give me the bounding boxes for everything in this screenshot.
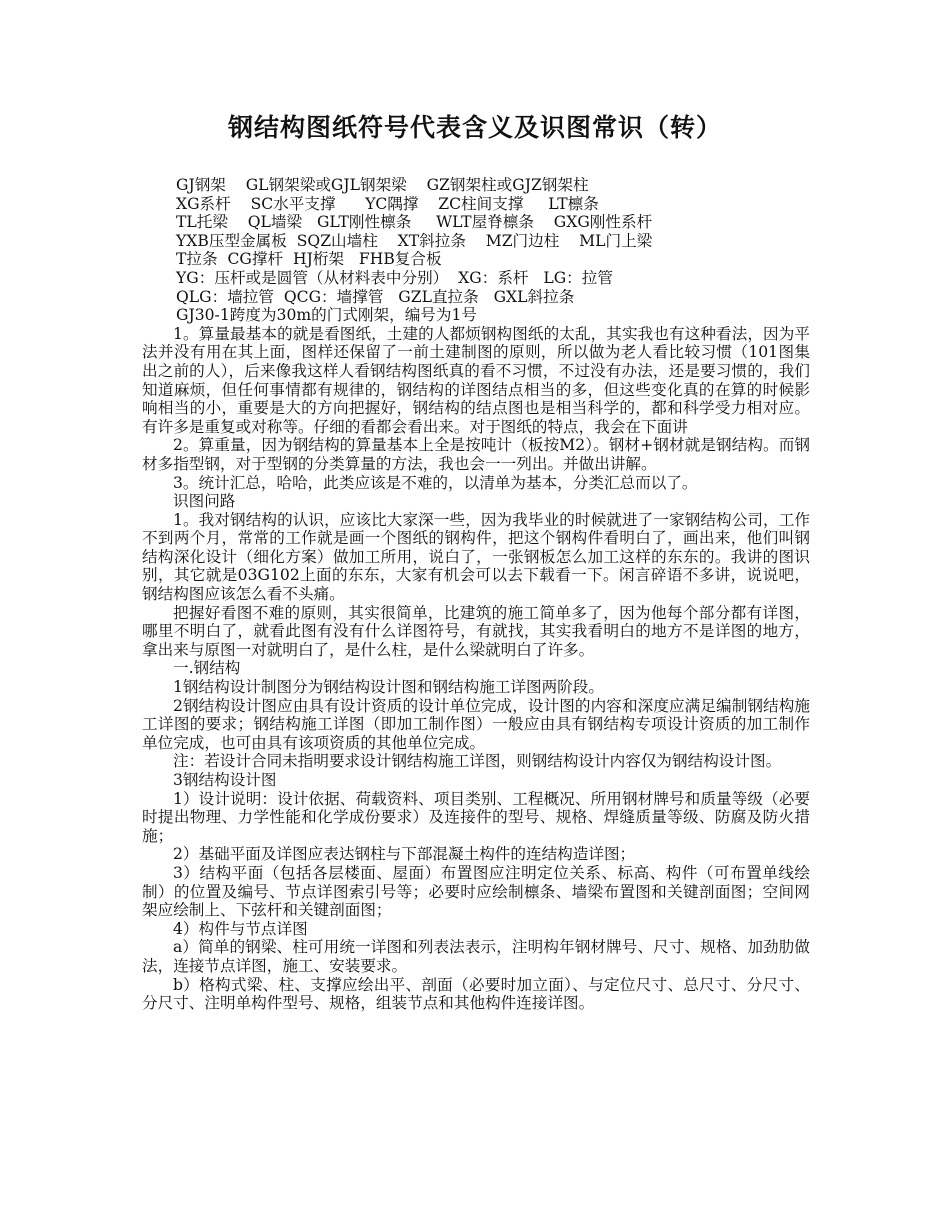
section-heading: 3钢结构设计图 xyxy=(173,771,277,789)
symbol-line: QLG：墙拉管 QCG：墙撑管 GZL直拉条 GXL斜拉条 xyxy=(176,287,575,306)
paragraph: 注：若设计合同未指明要求设计钢结构施工详图，则钢结构设计内容仅为钢结构设计图。 xyxy=(173,752,782,771)
paragraph: 4）构件与节点详图 xyxy=(173,919,308,938)
symbol-line: YXB压型金属板 SQZ山墙柱 XT斜拉条 MZ门边柱 ML门上梁 xyxy=(176,231,653,250)
paragraph: 1。算量最基本的就是看图纸，土建的人都烦钢构图纸的太乱，其实我也有这种看法，因为平法并没有用在其上面，图样还保留了一前土建制图的原则，所以做为老人看比较习惯（101图集出之前的人），后来像我这样人看钢结构图纸真的看不习惯，不过没有办法，还是要习惯的，我们知道麻烦，但任何事情都有规律的，钢结构的详图结点相当的多，但这些变化真的在算的时候影响相当的小，重要是大的方向把握好，钢结构的结点图也是相当科学的，都和科学受力相对应。有许多是重复或对称等。仔细的看都会看出来。对于图纸的特点，我会在下面讲 xyxy=(142,324,810,436)
symbol-line: TL托梁 QL墙梁 GLT刚性檩条 WLT屋脊檩条 GXG刚性系杆 xyxy=(176,213,653,232)
paragraph: a）简单的钢梁、柱可用统一详图和列表法表示，注明构年钢材牌号、尺寸、规格、加劲肋做法，连接节点详图，施工、安装要求。 xyxy=(142,938,810,975)
paragraph: 把握好看图不难的原则，其实很简单，比建筑的施工简单多了，因为他每个部分都有详图，哪里不明白了，就看此图有没有什么详图符号，有就找，其实我看明白的地方不是详图的地方，拿出来与原图一对就明白了，是什么柱，是什么梁就明白了许多。 xyxy=(142,603,810,659)
paragraph: 3）结构平面（包括各层楼面、屋面）布置图应注明定位关系、标高、构件（可布置单线绘制）的位置及编号、节点详图索引号等；必要时应绘制檩条、墙梁布置图和关键剖面图；空间网架应绘制上、下弦杆和关键剖面图； xyxy=(142,863,810,920)
symbol-line: T拉条 CG撑杆 HJ桁架 FHB复合板 xyxy=(176,250,442,269)
paragraph: 1钢结构设计制图分为钢结构设计图和钢结构施工详图两阶段。 xyxy=(173,678,604,697)
document-body xyxy=(142,176,810,1013)
symbol-line: XG系杆 SC水平支撑 YC隅撑 ZC柱间支撑 LT檩条 xyxy=(176,194,599,213)
paragraph: b）格构式梁、柱、支撑应绘出平、剖面（必要时加立面）、与定位尺寸、总尺寸、分尺寸、分尺寸、注明单构件型号、规格，组装节点和其他构件连接详图。 xyxy=(142,975,810,1013)
section-heading: 一.钢结构 xyxy=(173,659,241,678)
section-heading: 识图问路 xyxy=(173,492,236,511)
paragraph: 1）设计说明：设计依据、荷载资料、项目类别、工程概况、所用钢材牌号和质量等级（必要时提出物理、力学性能和化学成份要求）及连接件的型号、规格、焊缝质量等级、防腐及防火措施； xyxy=(142,789,810,845)
symbol-line: YG：压杆或是圆管（从材料表中分别） XG：系杆 LG：拉管 xyxy=(176,268,613,287)
paragraph: 3。统计汇总，哈哈，此类应该是不难的，以清单为基本，分类汇总而以了。 xyxy=(173,473,698,492)
symbol-line: GJ30-1跨度为30m的门式刚架，编号为1号 xyxy=(176,306,478,325)
paragraph: 2钢结构设计图应由具有设计资质的设计单位完成，设计图的内容和深度应满足编制钢结构施工详图的要求；钢结构施工详图（即加工制作图）一般应由具有钢结构专项设计资质的加工制作单位完成，也可由具有该项资质的其他单位完成。 xyxy=(142,696,810,752)
paragraph: 1。我对钢结构的认识，应该比大家深一些，因为我毕业的时候就进了一家钢结构公司，工作不到两个月，常常的工作就是画一个图纸的钢构件，把这个钢构件看明白了，画出来，他们叫钢结构深化设计（细化方案）做加工所用，说白了，一张钢板怎么加工这样的东东的。我讲的图识别，其它就是03G102上面的东东，大家有机会可以去下载看一下。闲言碎语不多讲，说说吧，钢结构图应该怎么看不头痛。 xyxy=(142,510,810,604)
symbol-line: GJ钢架 GL钢架梁或GJL钢架梁 GZ钢架柱或GJZ钢架柱 xyxy=(176,176,589,194)
paragraph: 2。算重量，因为钢结构的算量基本上全是按吨计（板按M2）。钢材+钢材就是钢结构。而钢材多指型钢，对于型钢的分类算量的方法，我也会一一列出。并做出讲解。 xyxy=(142,436,810,473)
document-title: 钢结构图纸符号代表含义及识图常识（转） xyxy=(227,113,722,142)
paragraph: 2）基础平面及详图应表达钢柱与下部混凝土构件的连结构造详图； xyxy=(173,845,636,864)
